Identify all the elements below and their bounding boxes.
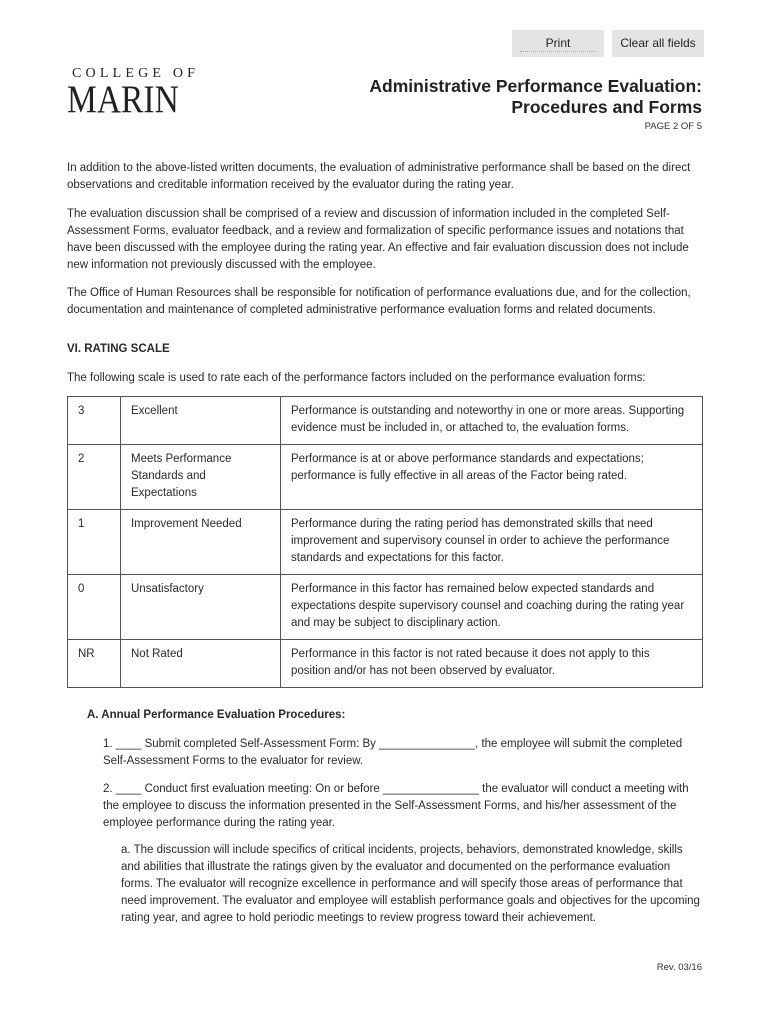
rating-label: Unsatisfactory bbox=[121, 575, 281, 640]
paragraph-hr-responsibility: The Office of Human Resources shall be responsible for notification of performance evaluations due, and for the collection, documentation and maintenance of completed administrative performance evaluation forms and related documents. bbox=[67, 287, 691, 316]
procedure-item-2: 2. ____ Conduct first evaluation meeting: On or before _______________ the evaluator will conduct a meeting with the employee to discuss the information presented in the Self-Assessment Forms, and his/her assessment of the employee performance during the rating year. bbox=[103, 783, 689, 829]
clear-all-fields-button[interactable]: Clear all fields bbox=[612, 30, 704, 57]
paragraph-evaluation-discussion: The evaluation discussion shall be comprised of a review and discussion of information included in the completed Self-Assessment Forms, evaluator feedback, and a review and formalization of specific performance issues and notations that have been discussed with the employee during the rating year. An effective and fair evaluation discussion does not include new information not previously discussed with the employee. bbox=[67, 208, 689, 271]
page-title-line1: Administrative Performance Evaluation: bbox=[369, 76, 702, 96]
rating-label: Excellent bbox=[121, 397, 281, 445]
logo-marin: MARIN bbox=[67, 78, 179, 121]
rating-scale-intro: The following scale is used to rate each of the performance factors included on the performance evaluation forms: bbox=[67, 372, 646, 384]
rating-description: Performance in this factor is not rated because it does not apply to this position and/or has not been observed by evaluator. bbox=[281, 640, 703, 688]
rating-score: 3 bbox=[68, 397, 121, 445]
table-row bbox=[68, 397, 703, 445]
rating-scale-table bbox=[67, 396, 703, 688]
rating-label: Not Rated bbox=[121, 640, 281, 688]
rating-description: Performance in this factor has remained below expected standards and expectations despite supervisory counsel and coaching during the rating year and may be subject to disciplinary action. bbox=[281, 575, 703, 640]
procedure-item-1: 1. ____ Submit completed Self-Assessment Form: By _______________, the employee will submit the completed Self-Assessment Forms to the evaluator for review. bbox=[103, 738, 683, 767]
page-title-line2: Procedures and Forms bbox=[511, 97, 702, 117]
rating-label: Improvement Needed bbox=[121, 510, 281, 575]
rating-score: 2 bbox=[68, 445, 121, 510]
rating-label: Meets Performance Standards and Expectations bbox=[121, 445, 281, 510]
rating-scale-heading: VI. RATING SCALE bbox=[67, 343, 170, 355]
rating-score: 0 bbox=[68, 575, 121, 640]
logo-college-of: COLLEGE OF bbox=[72, 66, 200, 81]
rating-description: Performance is outstanding and noteworthy in one or more areas. Supporting evidence must be included in, or attached to, the evaluation forms. bbox=[281, 397, 703, 445]
table-row bbox=[68, 640, 703, 688]
procedure-subitem-a: a. The discussion will include specifics of critical incidents, projects, behaviors, demonstrated knowledge, skills and abilities that illustrate the ratings given by the evaluator and documented on the performance evaluation forms. The evaluator will recognize excellence in performance and will specify those areas of performance that need improvement. The evaluator and employee will establish performance goals and objectives for the upcoming rating year, and agree to hold periodic meetings to review progress toward their achievement. bbox=[121, 844, 700, 924]
print-button[interactable] bbox=[512, 30, 604, 57]
revision-note: Rev. 03/16 bbox=[656, 962, 702, 973]
procedures-heading: A. Annual Performance Evaluation Procedures: bbox=[87, 709, 346, 721]
rating-description: Performance during the rating period has demonstrated skills that need improvement and supervisory counsel in order to achieve the performance standards and expectations for this factor. bbox=[281, 510, 703, 575]
print-button-underline bbox=[520, 51, 596, 52]
table-row bbox=[68, 510, 703, 575]
table-row bbox=[68, 445, 703, 510]
print-button-label: Print bbox=[545, 36, 571, 50]
table-row bbox=[68, 575, 703, 640]
rating-score: 1 bbox=[68, 510, 121, 575]
paragraph-evaluation-basis: In addition to the above-listed written documents, the evaluation of administrative performance shall be based on the direct observations and creditable information received by the evaluator during the rating year. bbox=[67, 162, 691, 191]
rating-score: NR bbox=[68, 640, 121, 688]
rating-description: Performance is at or above performance standards and expectations; performance is fully effective in all areas of the Factor being rated. bbox=[281, 445, 703, 510]
page-number: PAGE 2 OF 5 bbox=[644, 121, 702, 132]
